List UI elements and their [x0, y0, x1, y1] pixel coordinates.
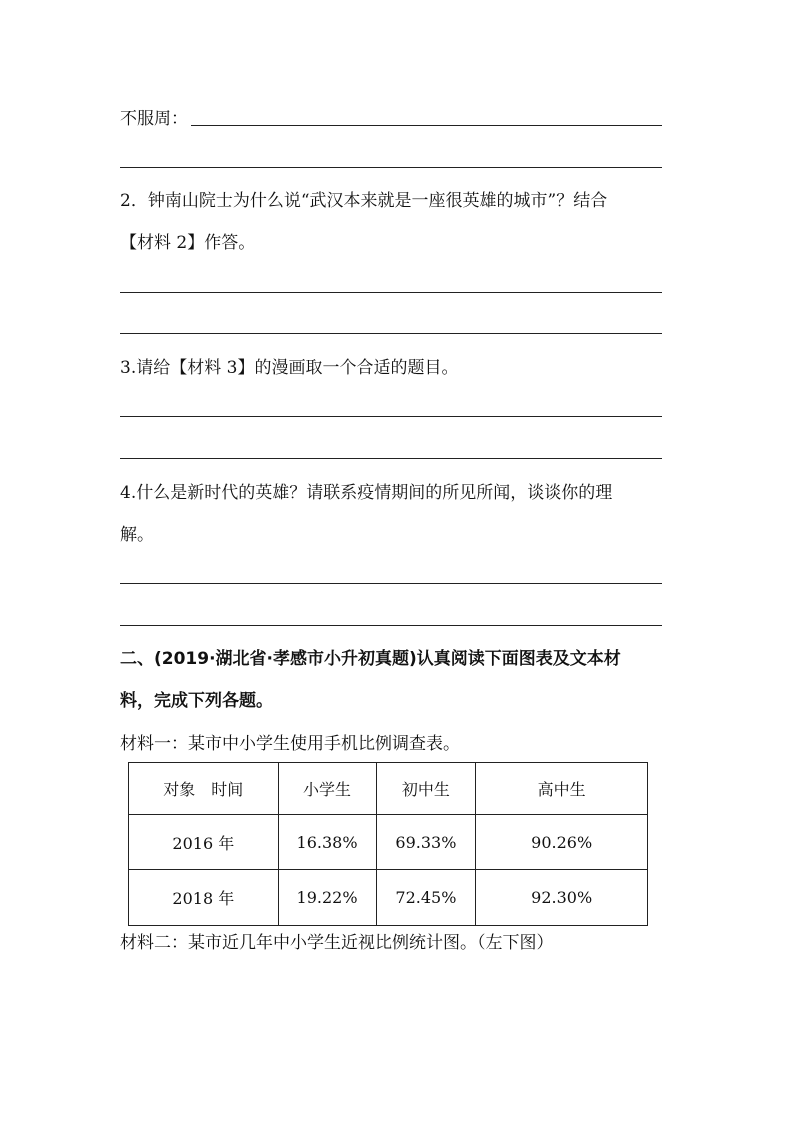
q2-text-line-2: 【材料 2】作答。: [120, 233, 256, 253]
table-cell: 92.30%: [476, 870, 648, 926]
table-cell: 2016 年: [129, 815, 279, 870]
section2-heading-line-2: 料，完成下列各题。: [120, 691, 273, 711]
table-cell: 2018 年: [129, 870, 279, 926]
q4-text-line-2: 解。: [120, 525, 154, 545]
q2-answer-line-1[interactable]: [120, 292, 662, 293]
table-header-row: [129, 763, 648, 815]
table-cell: 72.45%: [376, 870, 476, 926]
table-header-cell: 小学生: [278, 763, 376, 815]
table-cell: 90.26%: [476, 815, 648, 870]
table-header-cell: 对象 时间: [129, 763, 279, 815]
q3-answer-line-2[interactable]: [120, 458, 662, 459]
q3-answer-line-1[interactable]: [120, 416, 662, 417]
table-row: [129, 815, 648, 870]
q2-answer-line-2[interactable]: [120, 333, 662, 334]
q4-text-line-1: 4.什么是新时代的英雄？请联系疫情期间的所见所闻，谈谈你的理: [120, 483, 613, 503]
material1-caption: 材料一：某市中小学生使用手机比例调查表。: [120, 734, 460, 754]
q1-answer-line-1[interactable]: [191, 125, 662, 126]
table-header-cell: 初中生: [376, 763, 476, 815]
table-cell: 16.38%: [278, 815, 376, 870]
q4-answer-line-2[interactable]: [120, 625, 662, 626]
table-cell: 19.22%: [278, 870, 376, 926]
material2-caption: 材料二：某市近几年中小学生近视比例统计图。（左下图）: [120, 933, 554, 953]
table-row: [129, 870, 648, 926]
table-header-cell: 高中生: [476, 763, 648, 815]
q1-answer-line-2[interactable]: [120, 167, 662, 168]
q3-text: 3.请给【材料 3】的漫画取一个合适的题目。: [120, 358, 459, 378]
q4-answer-line-1[interactable]: [120, 583, 662, 584]
section2-heading-line-1: 二、(2019·湖北省·孝感市小升初真题)认真阅读下面图表及文本材: [120, 649, 621, 669]
phone-usage-table: [128, 762, 648, 926]
table-cell: 69.33%: [376, 815, 476, 870]
q2-text-line-1: 2．钟南山院士为什么说“武汉本来就是一座很英雄的城市”？结合: [120, 191, 608, 211]
q1-answer-label: 不服周：: [120, 109, 188, 129]
